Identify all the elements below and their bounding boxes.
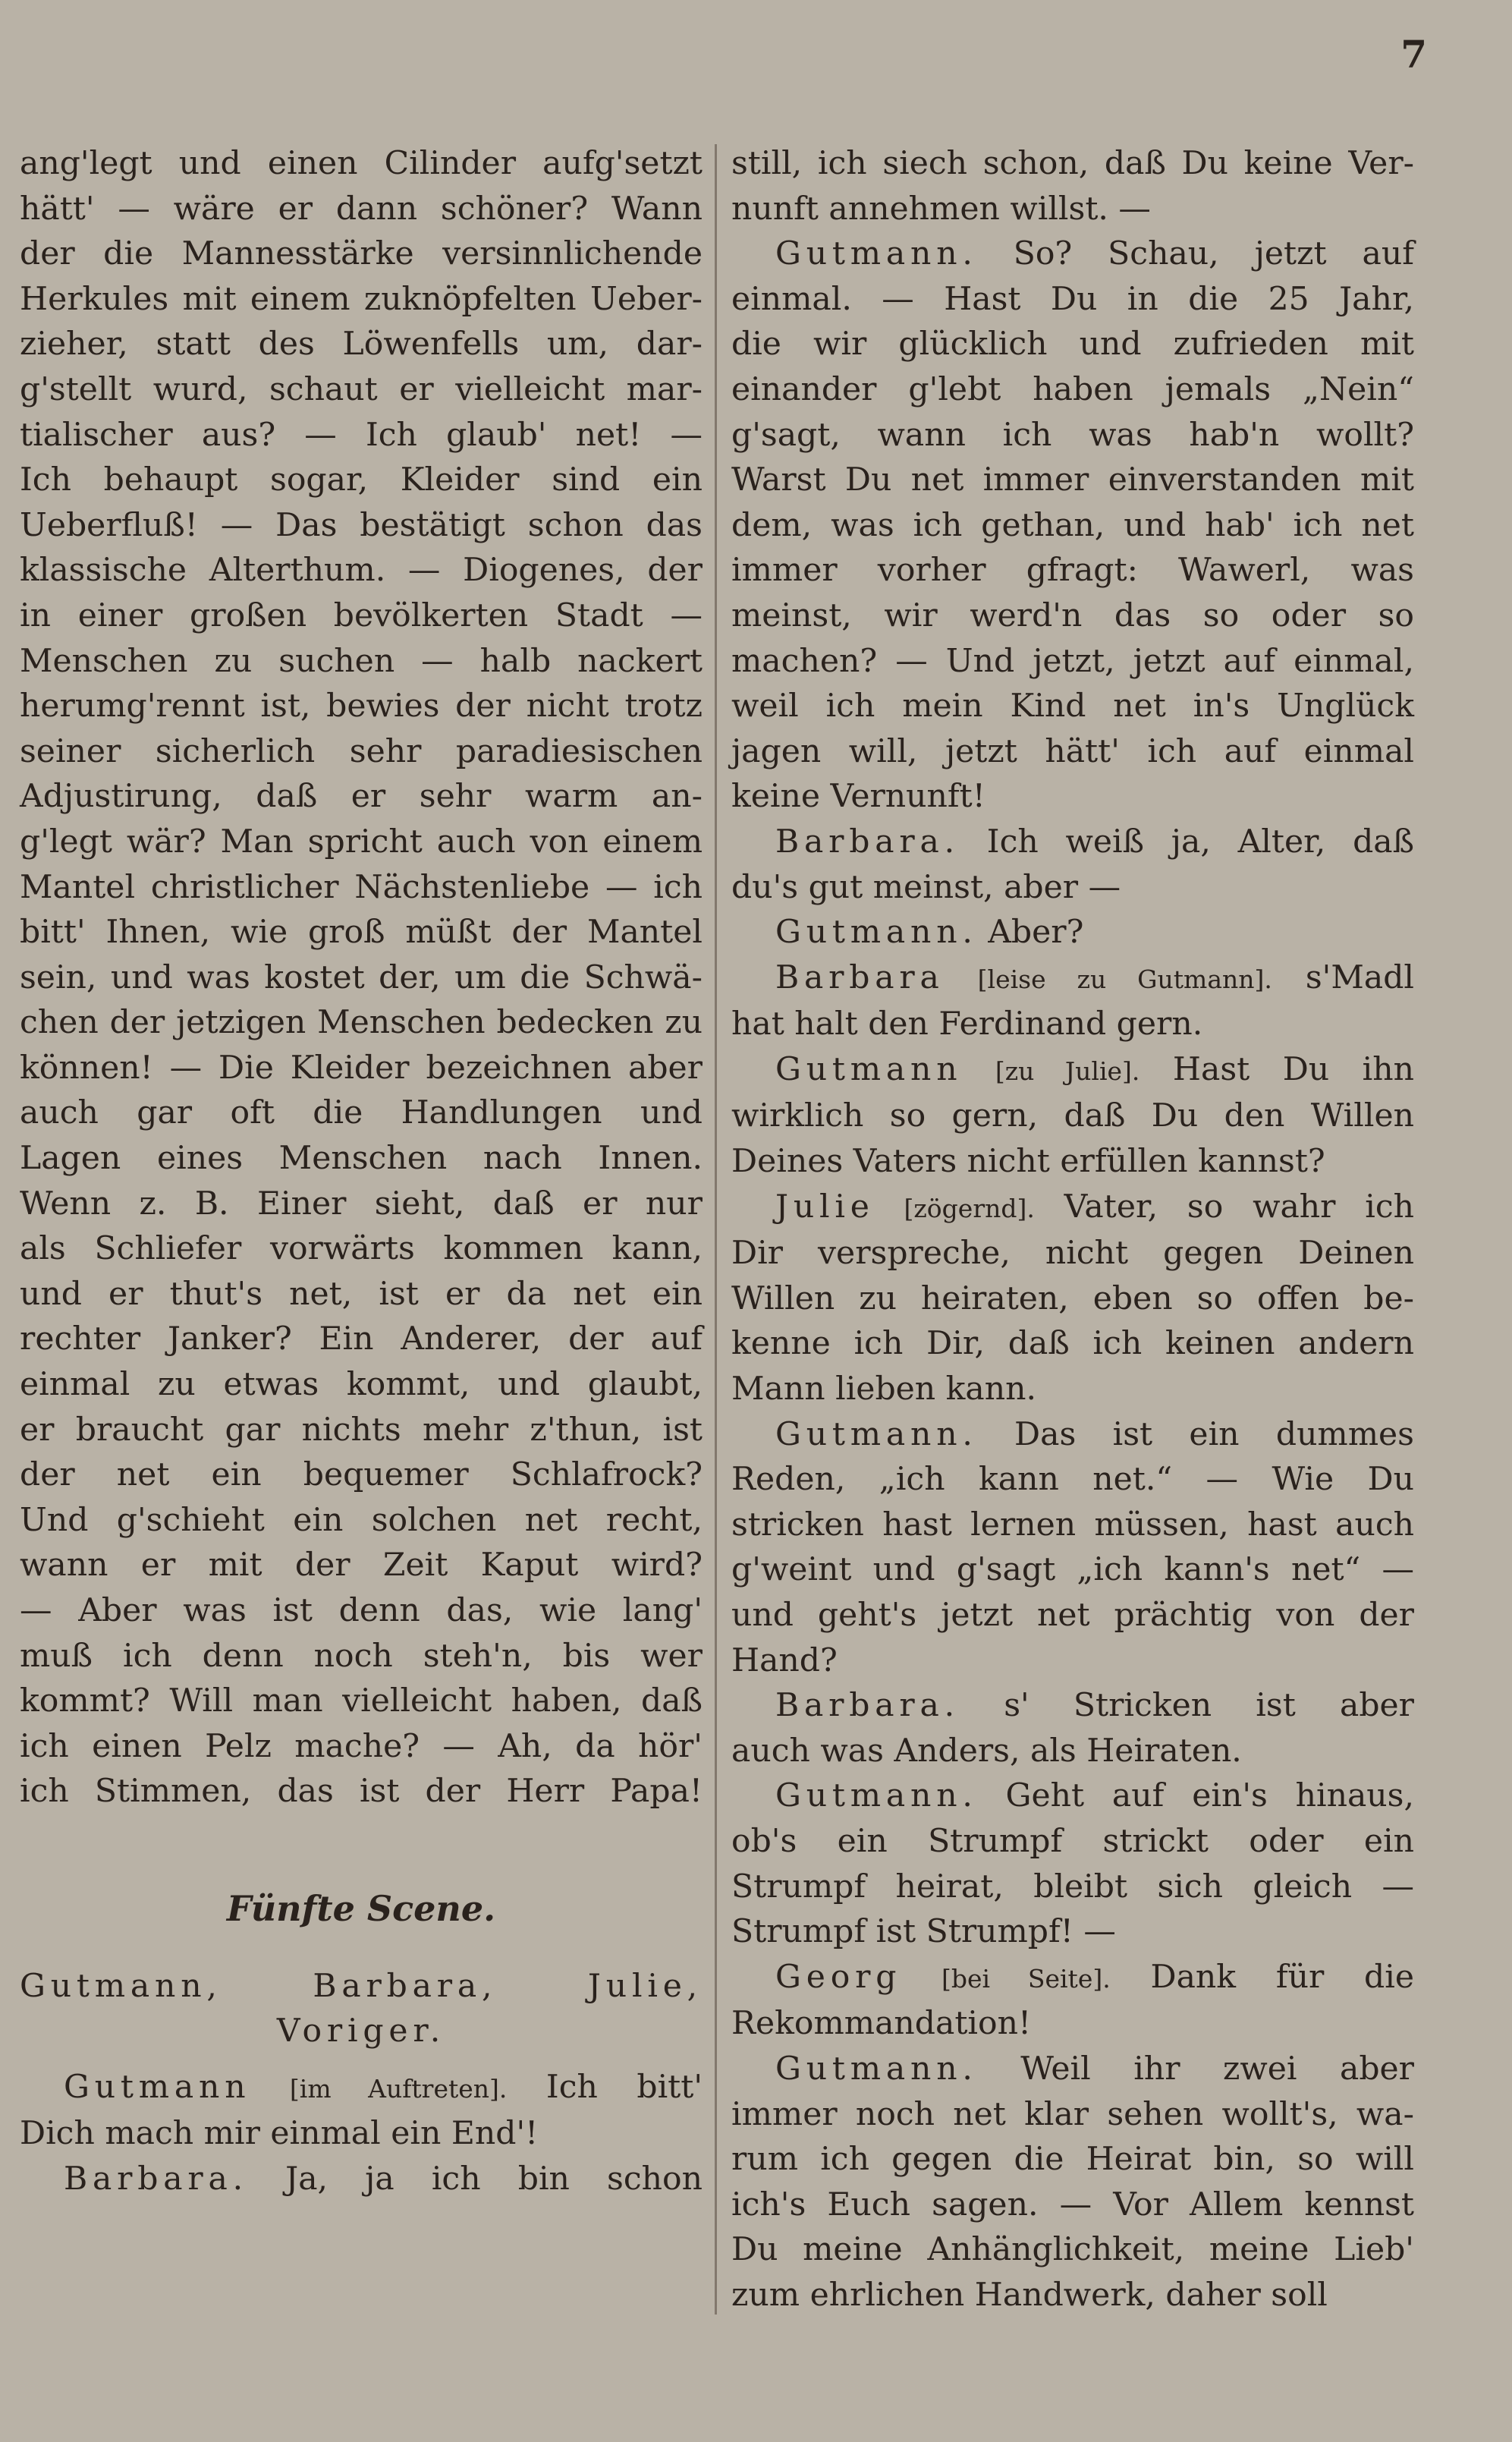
text-line: du's gut meinst, aber — [731, 868, 1121, 906]
speaker-name: Barbara [775, 958, 945, 996]
text-line: Ich behaupt sogar, Kleider sind ein [20, 461, 703, 499]
text-line: Dir verspreche, nicht gegen Deinen [731, 1235, 1414, 1273]
text-line: Reden, „ich kann net.“ — Wie Du [731, 1461, 1414, 1499]
text-line: Warst Du net immer einverstanden mit [731, 461, 1414, 499]
text-line: er braucht gar nichts mehr z'thun, ist [20, 1411, 703, 1449]
text-line: ich Stimmen, das ist der Herr Papa! [20, 1773, 703, 1811]
dialogue-text: s'Madl [1305, 958, 1414, 996]
cast-list: Gutmann, Barbara, Julie, [20, 1967, 703, 2005]
speaker-name: Barbara. [775, 823, 960, 861]
dialogue-text: s' Stricken ist aber [1004, 1687, 1415, 1725]
text-line: Herkules mit einem zuknöpfelten Ueber- [20, 280, 703, 318]
text-line: der net ein bequemer Schlafrock? [20, 1456, 703, 1494]
text-line: meinst, wir werd'n das so oder so [731, 596, 1414, 634]
text-line: Lagen eines Menschen nach Innen. [20, 1140, 703, 1178]
stage-direction: [leise zu Gutmann]. [977, 964, 1272, 994]
speaker-name: Georg [775, 1958, 902, 1996]
text-line: g'legt wär? Man spricht auch von einem [20, 823, 703, 861]
dialogue-line [731, 910, 1414, 955]
text-line: g'sagt, wann ich was hab'n wollt? [731, 416, 1414, 454]
text-line: Hand? [731, 1641, 838, 1679]
dialogue-text: Ich bitt' [545, 2068, 703, 2106]
stage-direction: [bei Seite]. [941, 1963, 1111, 1994]
page-number: 7 [1400, 32, 1427, 77]
text-line: Ueberfluß! — Das bestätigt schon das [20, 506, 703, 544]
dialogue-line [731, 2047, 1414, 2092]
text-line: machen? — Und jetzt, jetzt auf einmal, [731, 642, 1414, 680]
text-line: seiner sicherlich sehr paradiesischen [20, 732, 703, 770]
text-line: nunft annehmen willst. — [731, 190, 1151, 228]
text-line: und er thut's net, ist er da net ein [20, 1275, 703, 1313]
dialogue-text: Aber? [988, 914, 1084, 952]
text-line: Strumpf ist Strumpf! — [731, 1913, 1116, 1951]
text-line: sein, und was kostet der, um die Schwä- [20, 958, 703, 996]
text-line: ob's ein Strumpf strickt oder ein [731, 1822, 1414, 1860]
text-line: chen der jetzigen Menschen bedecken zu [20, 1004, 703, 1042]
text-line: g'weint und g'sagt „ich kann's net“ — [731, 1551, 1414, 1589]
text-line: zum ehrlichen Handwerk, daher soll [731, 2276, 1328, 2314]
dialogue-text: Das ist ein dummes [1014, 1415, 1414, 1453]
text-line: zieher, statt des Löwenfells um, dar- [20, 326, 703, 363]
dialogue-line [731, 1047, 1414, 1094]
dialogue-text: Vater, so wahr ich [1064, 1188, 1415, 1226]
text-line: einmal zu etwas kommt, und glaubt, [20, 1366, 703, 1404]
dialogue-line [20, 2065, 703, 2112]
text-line: kommt? Will man vielleicht haben, daß [20, 1682, 703, 1720]
speaker-name: Barbara. [64, 2160, 248, 2198]
text-line: herumg'rennt ist, bewies der nicht trotz [20, 688, 703, 725]
text-line: der die Mannesstärke versinnlichende [20, 235, 703, 273]
text-line: Menschen zu suchen — halb nackert [20, 642, 703, 680]
text-line: hat halt den Ferdinand gern. [731, 1005, 1203, 1043]
text-line: einmal. — Hast Du in die 25 Jahr, [731, 280, 1414, 318]
text-line: die wir glücklich und zufrieden mit [731, 326, 1414, 363]
text-line: Und g'schieht ein solchen net recht, [20, 1501, 703, 1539]
dialogue-text: So? Schau, jetzt auf [1013, 235, 1414, 273]
dialogue-line: Dich mach mir einmal ein End'! [20, 2115, 539, 2153]
text-line: kenne ich Dir, daß ich keinen andern [731, 1325, 1414, 1363]
dialogue-line [731, 1185, 1414, 1232]
text-line: wann er mit der Zeit Kaput wird? [20, 1547, 703, 1584]
dialogue-line [20, 2157, 703, 2202]
left-column [20, 141, 703, 2202]
dialogue-text: Ich weiß ja, Alter, daß [986, 823, 1414, 861]
stage-direction: [im Auftreten]. [289, 2073, 508, 2104]
dialogue-text: Hast Du ihn [1172, 1050, 1415, 1088]
text-line: Wenn z. B. Einer sieht, daß er nur [20, 1185, 703, 1223]
speaker-name: Gutmann. [775, 1415, 978, 1453]
text-line: einander g'lebt haben jemals „Nein“ [731, 370, 1414, 408]
dialogue-line [731, 1683, 1414, 1729]
text-line: tialischer aus? — Ich glaub' net! — [20, 416, 703, 454]
text-line: keine Vernunft! [731, 778, 985, 816]
text-line: ich einen Pelz mache? — Ah, da hör' [20, 1727, 703, 1765]
text-line: jagen will, jetzt hätt' ich auf einmal [731, 732, 1414, 770]
speaker-name: Gutmann. [775, 235, 978, 273]
dialogue-text: Ja, ja ich bin schon [285, 2160, 703, 2198]
text-line: in einer großen bevölkerten Stadt — [20, 596, 703, 634]
scene-heading: Fünfte Scene. [226, 1887, 496, 1929]
text-line: rum ich gegen die Heirat bin, so will [731, 2141, 1414, 2179]
column-divider [715, 144, 717, 2315]
speaker-name: Barbara. [775, 1687, 960, 1725]
text-line: als Schliefer vorwärts kommen kann, [20, 1230, 703, 1268]
speaker-name: Gutmann. [775, 2050, 978, 2088]
text-line: immer noch net klar sehen wollt's, wa- [731, 2095, 1414, 2133]
text-line: rechter Janker? Ein Anderer, der auf [20, 1320, 703, 1358]
cast-list-continued: Voriger. [276, 2012, 446, 2050]
dialogue-line [731, 1412, 1414, 1458]
dialogue-text: Geht auf ein's hinaus, [1005, 1777, 1415, 1815]
speaker-name: Gutmann. [775, 914, 978, 952]
text-line: muß ich denn noch steh'n, bis wer [20, 1637, 703, 1675]
dialogue-line [731, 820, 1414, 865]
stage-direction: [zu Julie]. [995, 1056, 1140, 1086]
text-line: weil ich mein Kind net in's Unglück [731, 688, 1414, 725]
text-line: Deines Vaters nicht erfüllen kannst? [731, 1143, 1325, 1181]
text-line: g'stellt wurd, schaut er vielleicht mar- [20, 370, 703, 408]
text-line: Rekommandation! [731, 2005, 1032, 2043]
text-line: immer vorher gfragt: Wawerl, was [731, 552, 1414, 590]
text-line: Adjustirung, daß er sehr warm an- [20, 778, 703, 816]
dialogue-line [731, 1773, 1414, 1819]
text-line: still, ich siech schon, daß Du keine Ver- [731, 145, 1414, 182]
text-line: Mann lieben kann. [731, 1370, 1037, 1408]
text-line: Du meine Anhänglichkeit, meine Lieb' [731, 2231, 1414, 2269]
text-line: stricken hast lernen müssen, hast auch [731, 1506, 1414, 1544]
text-line: ang'legt und einen Cilinder aufg'setzt [20, 145, 703, 182]
dialogue-line [731, 231, 1414, 277]
stage-direction: [zögernd]. [904, 1193, 1035, 1223]
text-line: wirklich so gern, daß Du den Willen [731, 1097, 1414, 1135]
dialogue-text: Weil ihr zwei aber [1020, 2050, 1414, 2088]
speaker-name: Gutmann [775, 1050, 963, 1088]
dialogue-line [731, 955, 1414, 1002]
right-column [731, 141, 1414, 2318]
text-line: klassische Alterthum. — Diogenes, der [20, 552, 703, 590]
speaker-name: Julie [775, 1188, 875, 1226]
text-line: auch was Anders, als Heiraten. [731, 1732, 1242, 1770]
text-line: hätt' — wäre er dann schöner? Wann [20, 190, 703, 228]
text-line: können! — Die Kleider bezeichnen aber [20, 1049, 703, 1087]
text-line: dem, was ich gethan, und hab' ich net [731, 506, 1414, 544]
speaker-name: Gutmann. [775, 1777, 978, 1815]
text-line: ich's Euch sagen. — Vor Allem kennst [731, 2186, 1414, 2223]
dialogue-text: Dank für die [1150, 1958, 1414, 1996]
text-line: Strumpf heirat, bleibt sich gleich — [731, 1868, 1414, 1905]
text-line: auch gar oft die Handlungen und [20, 1094, 703, 1132]
text-line: bitt' Ihnen, wie groß müßt der Mantel [20, 914, 703, 952]
dialogue-line [731, 1955, 1414, 2002]
left-column-text [20, 141, 703, 1814]
text-line: Mantel christlicher Nächstenliebe — ich [20, 868, 703, 906]
text-line: und geht's jetzt net prächtig von der [731, 1597, 1414, 1634]
text-line: Willen zu heiraten, eben so offen be- [731, 1279, 1414, 1317]
text-line: — Aber was ist denn das, wie lang' [20, 1592, 703, 1629]
speaker-name: Gutmann [64, 2068, 251, 2106]
